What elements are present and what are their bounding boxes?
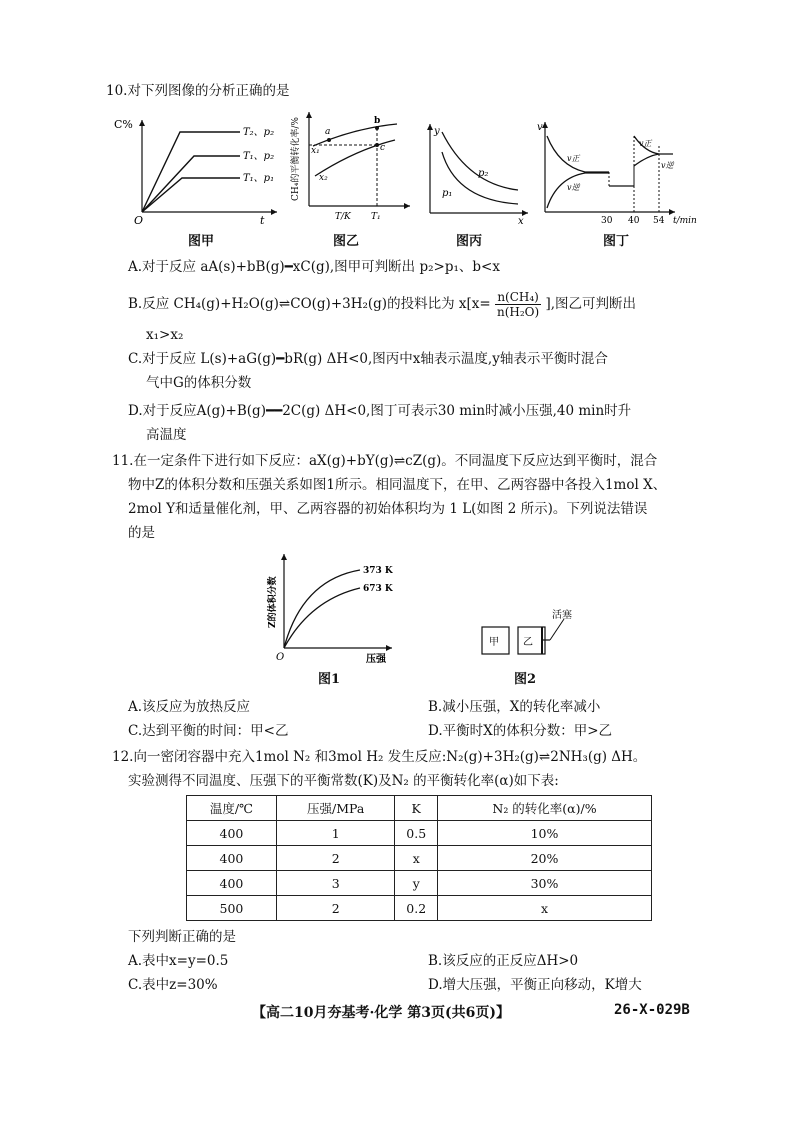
q12-judge: 下列判断正确的是 xyxy=(128,929,236,945)
q12-stem-line1: 12.向一密闭容器中充入1mol N₂ 和3mol H₂ 发生反应:N₂(g)+3H₂(g)⇌2NH₃(g) ΔH。 xyxy=(112,749,647,765)
table-header-cell: N₂ 的转化率(α)/% xyxy=(437,796,651,821)
table-cell: 400 xyxy=(187,871,277,896)
ding-vni: v逆 xyxy=(567,183,580,192)
yi-yaxis: CH₄的平衡转化率/% xyxy=(291,117,301,201)
table-cell: 10% xyxy=(437,821,651,846)
fig2-jia: 甲 xyxy=(489,637,499,648)
q10-option-d-line2: 高温度 xyxy=(146,427,187,443)
figure-ding xyxy=(535,116,710,228)
table-header-cell: 温度/℃ xyxy=(187,796,277,821)
table-cell: y xyxy=(395,871,437,896)
yi-x1: x₁ xyxy=(311,146,320,156)
jia-xaxis: t xyxy=(260,214,265,227)
q12-stem-line2: 实验测得不同温度、压强下的平衡常数(K)及N₂ 的平衡转化率(α)如下表: xyxy=(128,773,559,789)
q11-stem-line4: 的是 xyxy=(128,525,155,541)
fig1-373: 373 K xyxy=(363,566,393,576)
table-cell: x xyxy=(395,846,437,871)
footer-title: 【高二10月夯基考·化学 第3页(共6页)】 xyxy=(252,1005,510,1021)
table-header-cell: 压强/MPa xyxy=(276,796,395,821)
q10-option-c: C.对于反应 L(s)+aG(g)━bR(g) ΔH<0,图丙中x轴表示温度,y轴表示平衡时混合 xyxy=(128,351,608,367)
q12-option-b: B.该反应的正反应ΔH>0 xyxy=(428,953,579,969)
figure-jia xyxy=(112,112,282,232)
q11-option-b: B.减小压强，X的转化率减小 xyxy=(428,699,601,715)
bing-p1: p₁ xyxy=(442,188,453,199)
q12-option-c: C.表中z=30% xyxy=(128,977,218,993)
ding-t40: 40 xyxy=(628,216,640,226)
q10-option-c-line2: 气中G的体积分数 xyxy=(146,375,252,391)
ding-yaxis: v xyxy=(537,122,543,133)
q10-option-a: A.对于反应 aA(s)+bB(g)━xC(g),图甲可判断出 p₂>p₁、b<x xyxy=(128,259,500,275)
jia-curve2: T₁、p₂ xyxy=(243,151,275,162)
table-header-row xyxy=(187,796,652,821)
caption-fig2: 图2 xyxy=(514,672,537,687)
q11-option-a: A.该反应为放热反应 xyxy=(128,699,251,715)
table-cell: 2 xyxy=(276,896,395,921)
ding-vni2: v逆 xyxy=(661,161,674,170)
q11-stem-line1: 11.在一定条件下进行如下反应：aX(g)+bY(g)⇌cZ(g)。不同温度下反应达到平衡时，混合 xyxy=(112,453,658,469)
q10-stem: 10.对下列图像的分析正确的是 xyxy=(106,83,290,99)
table-row xyxy=(187,821,652,846)
table-cell: x xyxy=(437,896,651,921)
bing-yaxis: y xyxy=(434,126,440,137)
jia-yaxis: C% xyxy=(114,118,133,131)
yi-t1: T₁ xyxy=(371,212,381,222)
caption-ding: 图丁 xyxy=(603,234,630,249)
fig2-yi: 乙 xyxy=(523,637,533,648)
yi-a: a xyxy=(325,127,331,137)
ding-t30: 30 xyxy=(601,216,613,226)
table-cell: 1 xyxy=(276,821,395,846)
fraction-denominator: n(H₂O) xyxy=(496,305,540,319)
table-cell: 500 xyxy=(187,896,277,921)
footer-code: 26-X-029B xyxy=(614,1002,690,1018)
q11-option-d: D.平衡时X的体积分数：甲>乙 xyxy=(428,723,613,739)
yi-c: c xyxy=(380,143,386,153)
table-cell: 400 xyxy=(187,821,277,846)
caption-jia: 图甲 xyxy=(188,234,215,249)
table-cell: 20% xyxy=(437,846,651,871)
table-cell: 400 xyxy=(187,846,277,871)
yi-xaxis: T/K xyxy=(335,212,351,222)
figure-1 xyxy=(262,550,402,665)
q10-option-d: D.对于反应A(g)+B(g)━━2C(g) ΔH<0,图丁可表示30 min时减小压强,40 min时升 xyxy=(128,403,632,419)
jia-origin: O xyxy=(134,214,144,227)
ding-vzheng: v正 xyxy=(567,154,580,163)
table-cell: 3 xyxy=(276,871,395,896)
table-row xyxy=(187,896,652,921)
q10-option-b xyxy=(128,290,636,319)
caption-fig1: 图1 xyxy=(318,672,341,687)
q11-stem-line3: 2mol Y和适量催化剂，甲、乙两容器的初始体积均为 1 L(如图 2 所示)。下列说法错误 xyxy=(128,501,648,517)
feed-ratio-fraction xyxy=(495,290,541,319)
q12-option-d: D.增大压强，平衡正向移动，K增大 xyxy=(428,977,642,993)
jia-curve1: T₂、p₂ xyxy=(243,127,275,138)
fig1-origin: O xyxy=(276,652,285,663)
q10-option-b-post: ],图乙可判断出 xyxy=(545,296,637,312)
q11-option-c: C.达到平衡的时间：甲<乙 xyxy=(128,723,289,739)
q10-option-b-pre: B.反应 CH₄(g)+H₂O(g)⇌CO(g)+3H₂(g)的投料比为 x[x= xyxy=(128,296,491,312)
table-header-cell: K xyxy=(395,796,437,821)
ding-vzheng2: v正 xyxy=(639,139,652,148)
bing-xaxis: x xyxy=(518,216,524,227)
yi-b: b xyxy=(374,116,381,126)
figure-2 xyxy=(478,607,588,662)
table-cell: 30% xyxy=(437,871,651,896)
q12-option-a: A.表中x=y=0.5 xyxy=(128,953,229,969)
caption-bing: 图丙 xyxy=(456,234,483,249)
q11-stem-line2: 物中Z的体积分数和压强关系如图1所示。相同温度下，在甲、乙两容器中各投入1mol X、 xyxy=(128,477,667,493)
table-cell: 0.2 xyxy=(395,896,437,921)
ding-xaxis: t/min xyxy=(673,216,697,226)
fig1-yaxis: Z的体积分数 xyxy=(268,576,278,628)
bing-p2: p₂ xyxy=(478,168,489,179)
jia-curve3: T₁、p₁ xyxy=(243,173,275,184)
caption-yi: 图乙 xyxy=(333,234,360,249)
fig2-piston: 活塞 xyxy=(552,610,572,621)
table-cell: 0.5 xyxy=(395,821,437,846)
figure-bing xyxy=(418,118,533,228)
fraction-numerator: n(CH₄) xyxy=(495,290,541,305)
table-row xyxy=(187,871,652,896)
figure-yi xyxy=(285,106,415,231)
fig1-xaxis: 压强 xyxy=(366,654,386,665)
equilibrium-table xyxy=(186,795,652,921)
table-row xyxy=(187,846,652,871)
ding-t54: 54 xyxy=(653,216,665,226)
q10-option-b-line2: x₁>x₂ xyxy=(146,327,184,343)
table-cell: 2 xyxy=(276,846,395,871)
yi-x2: x₂ xyxy=(319,173,328,183)
fig1-673: 673 K xyxy=(363,584,393,594)
